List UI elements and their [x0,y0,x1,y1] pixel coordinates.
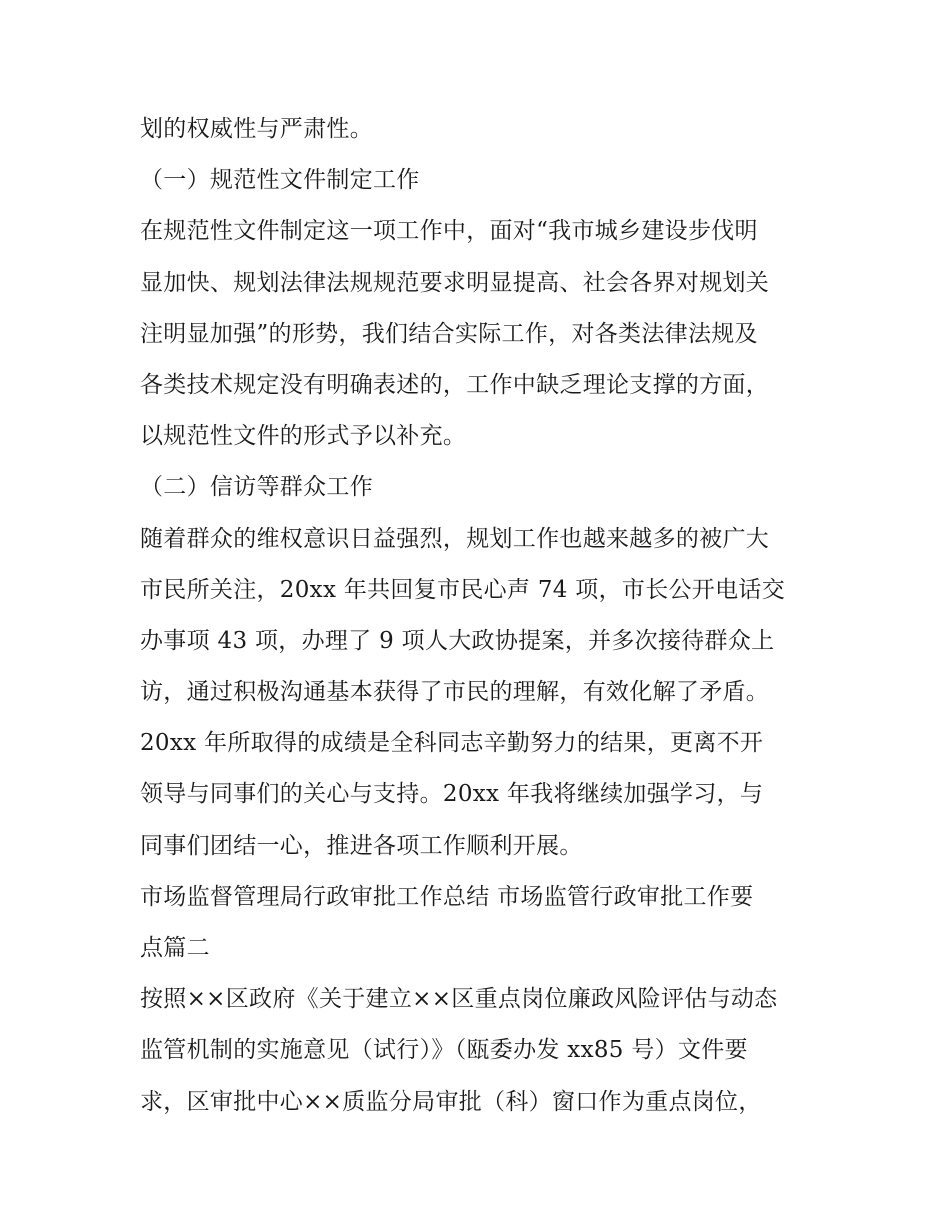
text-line: 办事项 43 项，办理了 9 项人大政协提案，并多次接待群众上 [140,627,775,654]
document-body [140,104,820,1128]
section-heading: （一）规范性文件制定工作 [140,167,420,194]
text-line: 求，区审批中心××质监分局审批（科）窗口作为重点岗位， [140,1088,762,1115]
text-line: 按照××区政府《关于建立××区重点岗位廉政风险评估与动态 [140,986,778,1013]
text-line: 以规范性文件的形式予以补充。 [140,423,467,450]
text-line: 访，通过积极沟通基本获得了市民的理解，有效化解了矛盾。 [140,679,770,706]
text-line: 显加快、规划法律法规规范要求明显提高、社会各界对规划关 [140,269,770,296]
text-line: 各类技术规定没有明确表述的，工作中缺乏理论支撑的方面， [140,371,770,398]
text-line: 随着群众的维权意识日益强烈，规划工作也越来越多的被广大 [140,525,770,552]
text-line: 注明显加强”的形势，我们结合实际工作，对各类法律法规及 [140,320,758,347]
text-line: 在规范性文件制定这一项工作中，面对“我市城乡建设步伐明 [140,218,758,245]
text-line: 划的权威性与严肃性。 [140,116,373,142]
text-line: 20xx 年所取得的成绩是全科同志辛勤努力的结果，更离不开 [140,730,764,757]
text-line: 同事们团结一心，推进各项工作顺利开展。 [140,832,583,859]
section-heading: （二）信访等群众工作 [140,474,373,501]
article-title: 点篇二 [140,935,210,961]
text-line: 领导与同事们的关心与支持。20xx 年我将继续加强学习，与 [140,781,764,808]
text-line: 市民所关注，20xx 年共回复市民心声 74 项，市长公开电话交 [140,576,786,603]
article-title: 市场监督管理局行政审批工作总结 市场监管行政审批工作要 [140,883,754,910]
text-line: 监管机制的实施意见（试行）》（瓯委办发 xx85 号）文件要 [140,1037,748,1064]
